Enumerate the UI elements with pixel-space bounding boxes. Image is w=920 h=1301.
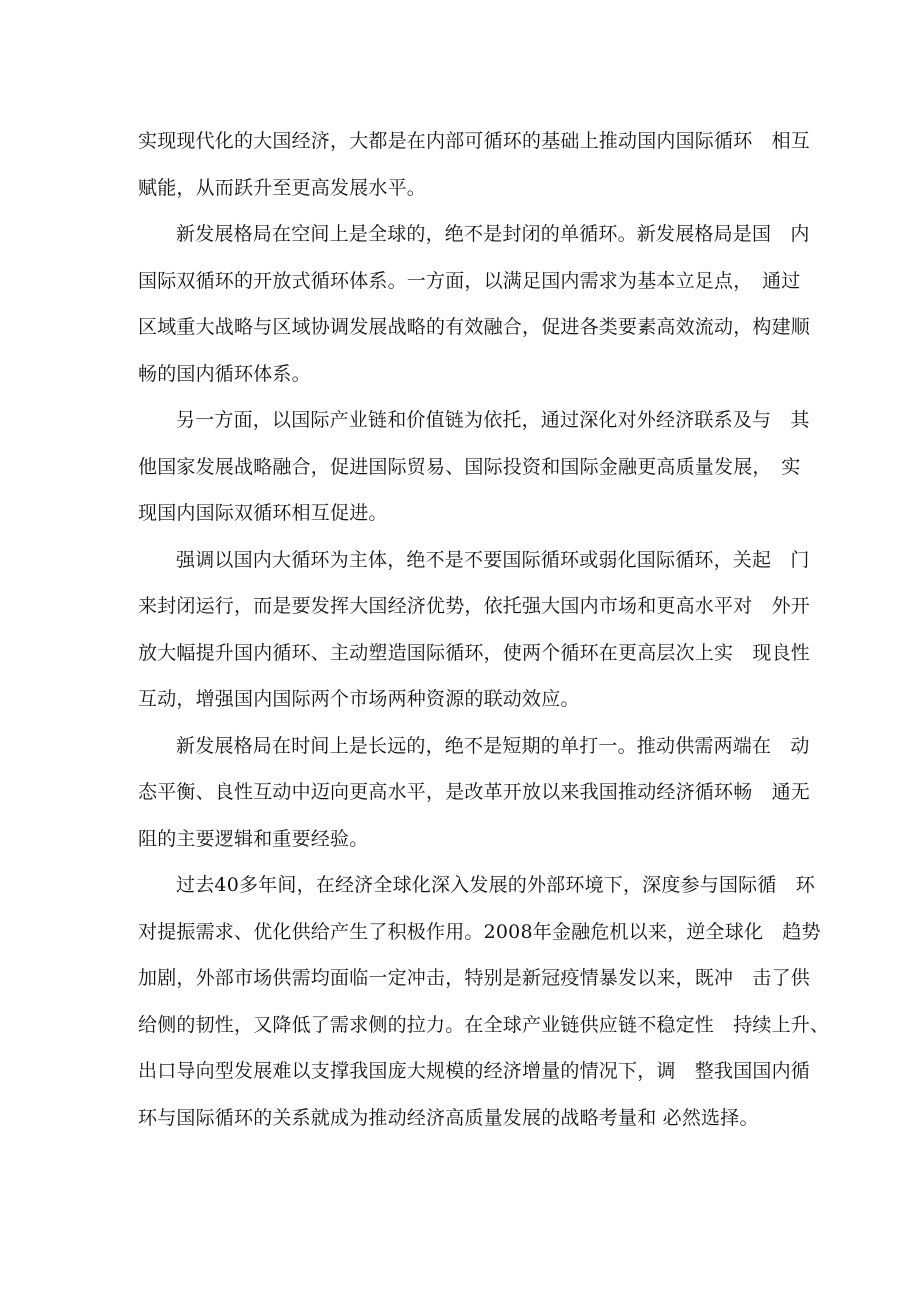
text-line: 新发展格局在空间上是全球的，绝不是封闭的单循环。新发展格局是国 内 [176, 223, 810, 245]
text-line: 加剧，外部市场供需均面临一定冲击，特别是新冠疫情暴发以来，既冲 击了供 [138, 967, 811, 989]
text-line: 环与国际循环的关系就成为推动经济高质量发展的战略考量和 必然选择。 [138, 1106, 759, 1129]
text-line: 互动，增强国内国际两个市场两种资源的联动效应。 [138, 688, 580, 710]
text-line: 态平衡、良性互动中迈向更高水平，是改革开放以来我国推动经济循环畅 通无 [138, 781, 811, 803]
text-line: 放大幅提升国内循环、主动塑造国际循环，使两个循环在更高层次上实 现良性 [138, 641, 811, 664]
text-line: 畅的国内循环体系。 [138, 362, 311, 385]
paragraph-2 [138, 211, 811, 397]
paragraph-5 [138, 723, 811, 863]
text-line: 另一方面，以国际产业链和价值链为依托，通过深化对外经济联系及与 其 [176, 409, 810, 431]
paragraph-6 [138, 862, 830, 1141]
text-line: 给侧的韧性，又降低了需求侧的拉力。在全球产业链供应链不稳定性 持续上升、 [138, 1013, 830, 1036]
text-line: 区域重大战略与区域协调发展战略的有效融合，促进各类要素高效流动，构建顺 [138, 316, 811, 338]
text-line: 过去40多年间，在经济全球化深入发展的外部环境下，深度参与国际循 环 [176, 874, 815, 896]
text-line: 新发展格局在时间上是长远的，绝不是短期的单打一。推动供需两端在 动 [176, 734, 810, 757]
paragraph-3 [138, 397, 810, 537]
text-line: 现国内国际双循环相互促进。 [138, 502, 388, 524]
text-line: 赋能，从而跃升至更高发展水平。 [138, 176, 427, 199]
text-line: 来封闭运行，而是要发挥大国经济优势，依托强大国内市场和更高水平对 外开 [138, 595, 811, 617]
paragraph-4 [138, 537, 811, 723]
text-line: 他国家发展战略融合，促进国际贸易、国际投资和国际金融更高质量发展， 实 [138, 455, 801, 478]
text-line: 出口导向型发展难以支撑我国庞大规模的经济增量的情况下，调 整我国国内循 [138, 1060, 811, 1082]
text-line: 阻的主要逻辑和重要经验。 [138, 827, 369, 850]
text-line: 国际双循环的开放式循环体系。一方面，以满足国内需求为基本立足点， 通过 [138, 269, 801, 292]
text-line: 强调以国内大循环为主体，绝不是不要国际循环或弱化国际循环，关起 门 [176, 548, 810, 571]
text-line: 实现现代化的大国经济，大都是在内部可循环的基础上推动国内国际循环 相互 [138, 130, 811, 152]
text-line: 对提振需求、优化供给产生了积极作用。2008年金融危机以来，逆全球化 趋势 [138, 920, 821, 943]
paragraph-1 [138, 118, 811, 211]
